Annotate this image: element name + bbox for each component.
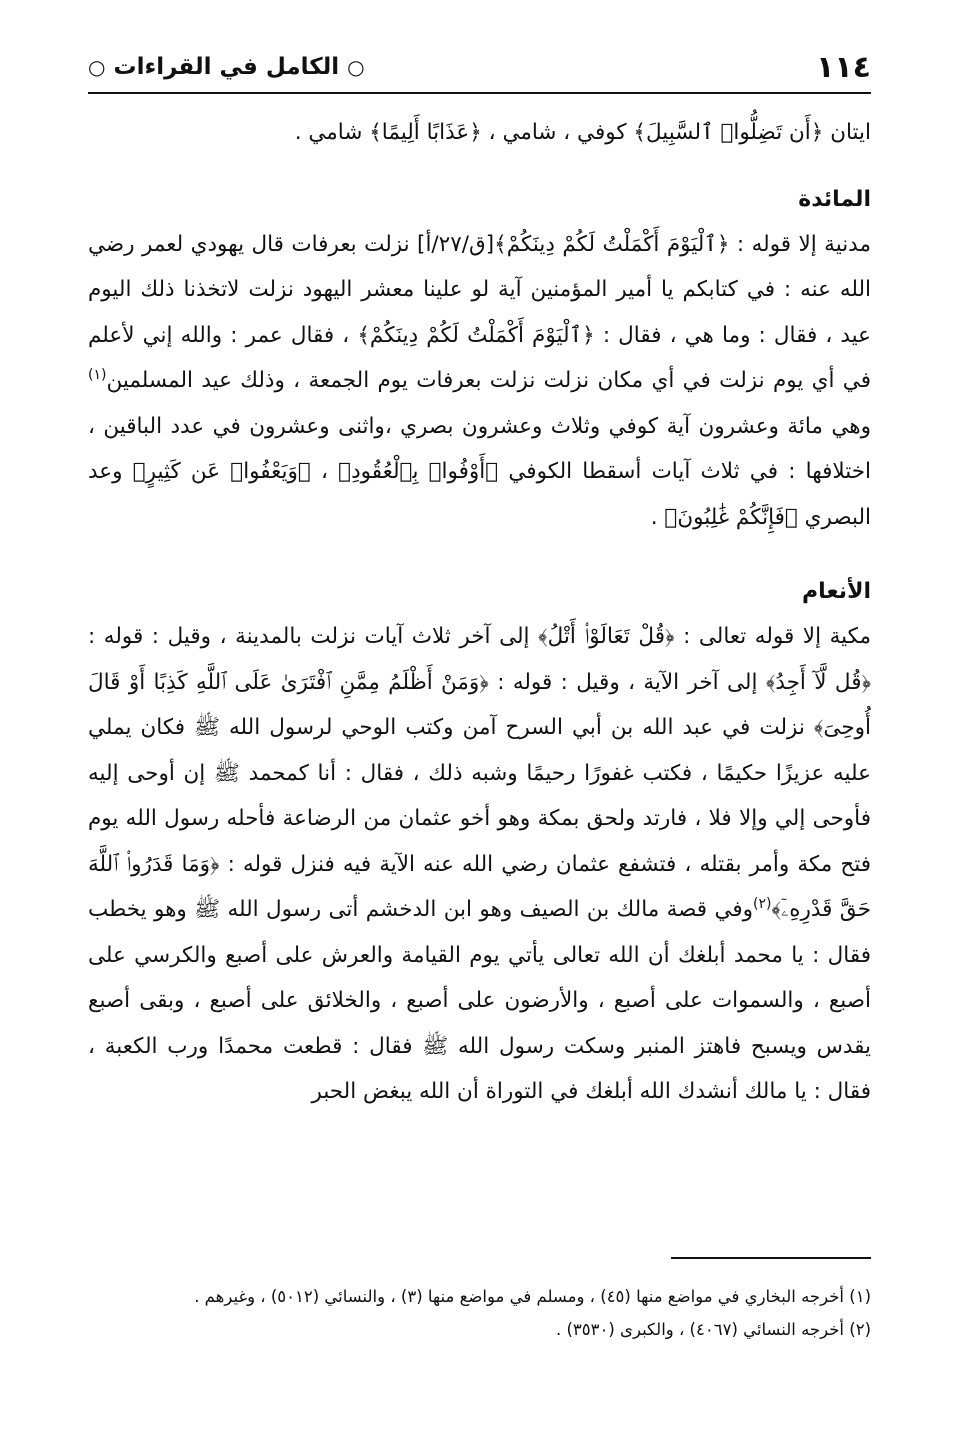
paragraph-maidah [88,222,871,541]
paragraph-continuation: ايتان ﴿أَن تَضِلُّوا۟ ٱلسَّبِيلَ﴾ كوفي ، شامي ، ﴿عَذَابًا أَلِيمًا﴾ شامي . [294,120,871,145]
paragraph-maidah-part2: وهي مائة وعشرون آية كوفي وثلاث وعشرون بصري ،واثنى وعشرون في عدد الباقين ، اختلافها : في ثلاث آيات أسقطا الكوفي ﴿أَوْفُوا۟ بِٱلْعُقُودِ﴾ ، ﴿وَيَعْفُوا۟ عَن كَثِيرٍ﴾ وعد البصري ﴿فَإِنَّكُمْ غَٰلِبُونَ﴾ . [88,413,871,530]
main-text [88,110,871,1115]
section-heading-maidah: المائدة [798,186,871,212]
footnote-marker: (١) [88,366,107,383]
footnote-divider [671,1257,871,1259]
paragraph-anam-part2: وفي قصة مالك بن الصيف وهو ابن الدخشم أتى رسول الله ﷺ وهو يخطب فقال : يا محمد أبلغك أن الله تعالى يأتي يوم القيامة والعرش على أصبع والكرسي على أصبع ، والسموات على أصبع ، والأرضون على أصبع ، والخلائق على أصبع ، وبقى أصبع يقدس ويسبح فاهتز المنبر وسكت رسول الله ﷺ فقال : قطعت محمدًا ورب الكعبة ، فقال : يا مالك أنشدك الله أبلغك في التوراة أن الله يبغض الحبر [88,897,871,1104]
page-number: ١١٤ [816,50,871,85]
page-header [88,40,871,94]
book-title: الكامل في القراءات [113,54,340,80]
running-title [88,54,365,80]
footnote-marker: (٢) [753,895,772,912]
footnote-1: (١) أخرجه البخاري في مواضع منها (٤٥) ، ومسلم في مواضع منها (٣) ، والنسائي (٥٠١٢) ، وغيرهم . [194,1287,871,1306]
footnotes [88,1280,871,1346]
section-heading-anam: الأنعام [802,579,871,604]
paragraph-anam-part1: مكية إلا قوله تعالى : ﴿قُلْ تَعَالَوْا۟ أَتْلُ﴾ إلى آخر ثلاث آيات نزلت بالمدينة ، وقيل : قوله : ﴿قُل لَّآ أَجِدُ﴾ إلى آخر الآية ، وقيل : قوله : ﴿وَمَنْ أَظْلَمُ مِمَّنِ ٱفْتَرَىٰ عَلَى ٱللَّهِ كَذِبًا أَوْ قَالَ أُوحِىَ﴾ نزلت في عبد الله بن أبي السرح آمن وكتب الوحي لرسول الله ﷺ فكان يملي عليه عزيزًا حكيمًا ، فكتب غفورًا رحيمًا وشبه ذلك ، فقال : أنا كمحمد ﷺ إن أوحى إليه فأوحى إلي وإلا فلا ، فارتد ولحق بمكة وهو أخو عثمان من الرضاعة فأحله رسول الله يوم فتح مكة وأمر بقتله ، فتشفع عثمان رضي الله عنه الآية فيه فنزل قوله : ﴿وَمَا قَدَرُوا۟ ٱللَّهَ حَقَّ قَدْرِهِۦٓ﴾ [88,624,871,922]
ornament-circle-icon: ○ [347,55,365,79]
book-page [88,40,871,1420]
ornament-circle-icon: ○ [88,55,106,79]
footnote-2: (٢) أخرجه النسائي (٤٠٦٧) ، والكبرى (٣٥٣٠) . [555,1320,871,1339]
paragraph-anam [88,614,871,1115]
paragraph-maidah-part1: مدنية إلا قوله : ﴿ٱلْيَوْمَ أَكْمَلْتُ لَكُمْ دِينَكُمْ﴾[ق/٢٧/أ] نزلت بعرفات قال يهودي لعمر رضي الله عنه : في كتابكم يا أمير المؤمنين آية لو علينا معشر اليهود نزلت لاتخذنا ذلك اليوم عيد ، فقال : وما هي ، فقال : ﴿ٱلْيَوْمَ أَكْمَلْتُ لَكُمْ دِينَكُمْ﴾ ، فقال عمر : والله إني لأعلم في أي يوم نزلت في أي مكان نزلت نزلت بعرفات يوم الجمعة ، وذلك عيد المسلمين [88,231,871,393]
